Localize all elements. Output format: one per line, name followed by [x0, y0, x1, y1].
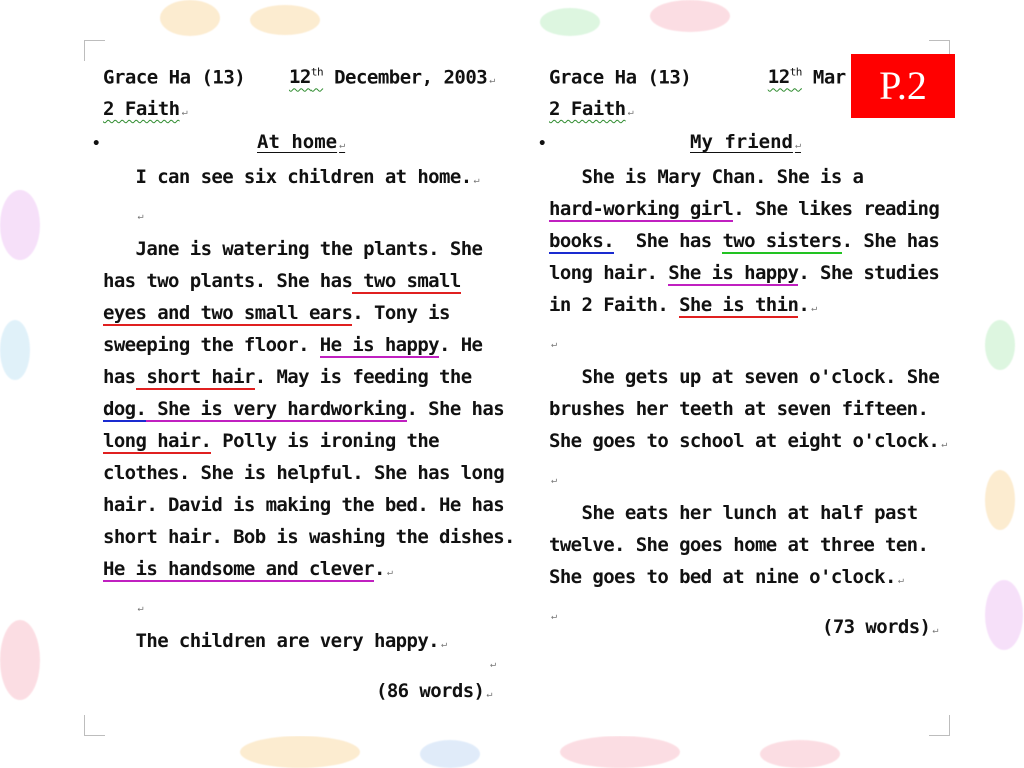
decor-petal [985, 470, 1015, 530]
underline-red: long hair. [103, 430, 212, 452]
underline-blue: dog. [103, 398, 147, 420]
underline-purple: He is handsome and clever [103, 558, 374, 580]
right-word-count: (73 words) ↵ [822, 616, 938, 638]
body-line: sweeping the floor. He is happy. He [103, 334, 483, 356]
body-line: clothes. She is helpful. She has long [103, 462, 505, 484]
body-line: The children are very happy. ↵ [135, 630, 447, 652]
page-corner-mark [929, 715, 950, 736]
underline-red: She is thin [679, 294, 799, 316]
body-line: brushes her teeth at seven fifteen. [549, 398, 929, 420]
right-date-rest: Mar [801, 66, 846, 89]
body-line: eyes and two small ears. Tony is [103, 302, 450, 324]
underline-red: short hair [135, 366, 255, 388]
underline-green: two sisters [722, 230, 842, 252]
decor-petal [650, 0, 730, 32]
body-line: I can see six children at home. ↵ [135, 166, 479, 188]
underline-purple: hard-working girl [549, 198, 734, 220]
right-bullet: • [538, 136, 547, 152]
body-line: hair. David is making the bed. He has [103, 494, 505, 516]
body-line: hard-working girl. She likes reading [549, 198, 940, 220]
decor-petal [420, 740, 480, 768]
body-line: Jane is watering the plants. She [135, 238, 483, 260]
underline-red: eyes and two small ears [103, 302, 353, 324]
left-class: 2 Faith [103, 98, 180, 120]
decor-petal [985, 580, 1023, 650]
right-class-line [549, 98, 633, 120]
body-line: has two plants. She has two small [103, 270, 461, 292]
return-mark: ↵ [489, 75, 495, 87]
page-number-badge: P.2 [851, 54, 955, 118]
body-line: long hair. Polly is ironing the [103, 430, 440, 452]
left-word-count: (86 words) ↵ [376, 680, 492, 702]
body-line: long hair. She is happy. She studies [549, 262, 940, 284]
body-line: She goes to school at eight o'clock. ↵ [549, 430, 947, 452]
body-line: short hair. Bob is washing the dishes. [103, 526, 515, 548]
right-body [549, 161, 947, 633]
right-header-line [549, 66, 846, 88]
decor-petal [560, 736, 680, 768]
decor-petal [0, 320, 30, 380]
left-header-line [103, 66, 495, 88]
body-line: ↵ [551, 475, 557, 486]
decor-petal [760, 740, 840, 768]
underline-purple: She is happy [668, 262, 799, 284]
right-name: Grace Ha (13) [549, 66, 692, 89]
left-name: Grace Ha (13) [103, 66, 246, 89]
body-line: She gets up at seven o'clock. She [581, 366, 940, 388]
body-line: He is handsome and clever. ↵ [103, 558, 393, 580]
page-corner-mark [84, 40, 105, 61]
body-line: dog. She is very hardworking. She has [103, 398, 505, 420]
left-bullet: • [92, 136, 101, 152]
underline-red: two small [352, 270, 461, 292]
body-line: books. She has two sisters. She has [549, 230, 940, 252]
body-line: ↵ [137, 211, 143, 222]
body-line: in 2 Faith. She is thin. ↵ [549, 294, 817, 316]
right-class: 2 Faith [549, 98, 626, 120]
left-title: At home ↵ [257, 131, 346, 153]
return-mark: ↵ [794, 140, 801, 151]
left-date-rest: December, 2003 [323, 66, 488, 89]
return-mark: ↵ [181, 107, 188, 118]
decor-petal [250, 5, 320, 35]
body-line: She goes to bed at nine o'clock. ↵ [549, 566, 904, 588]
left-empty-line: ↵ [490, 659, 496, 670]
body-line: She eats her lunch at half past [581, 502, 918, 524]
body-line: ↵ [137, 603, 143, 614]
left-class-line [103, 98, 187, 120]
left-body [103, 161, 515, 661]
right-date-day: 12th [767, 66, 802, 89]
left-date-day: 12th [288, 66, 324, 89]
decor-petal [160, 0, 220, 36]
decor-petal [540, 8, 600, 36]
return-mark: ↵ [627, 107, 634, 118]
underline-purple: He is happy [319, 334, 440, 356]
return-mark: ↵ [339, 140, 346, 151]
page-corner-mark [84, 715, 105, 736]
decor-petal [0, 620, 40, 700]
body-line: ↵ [551, 611, 557, 622]
underline-blue: books. [549, 230, 615, 252]
right-title: My friend ↵ [690, 131, 801, 153]
body-line: has short hair. May is feeding the [103, 366, 472, 388]
body-line: twelve. She goes home at three ten. [549, 534, 929, 556]
decor-petal [0, 190, 40, 260]
decor-petal [985, 320, 1015, 370]
decor-petal [240, 736, 360, 768]
underline-purple: She is very hardworking [146, 398, 407, 420]
body-line: She is Mary Chan. She is a [581, 166, 864, 188]
body-line: ↵ [551, 339, 557, 350]
